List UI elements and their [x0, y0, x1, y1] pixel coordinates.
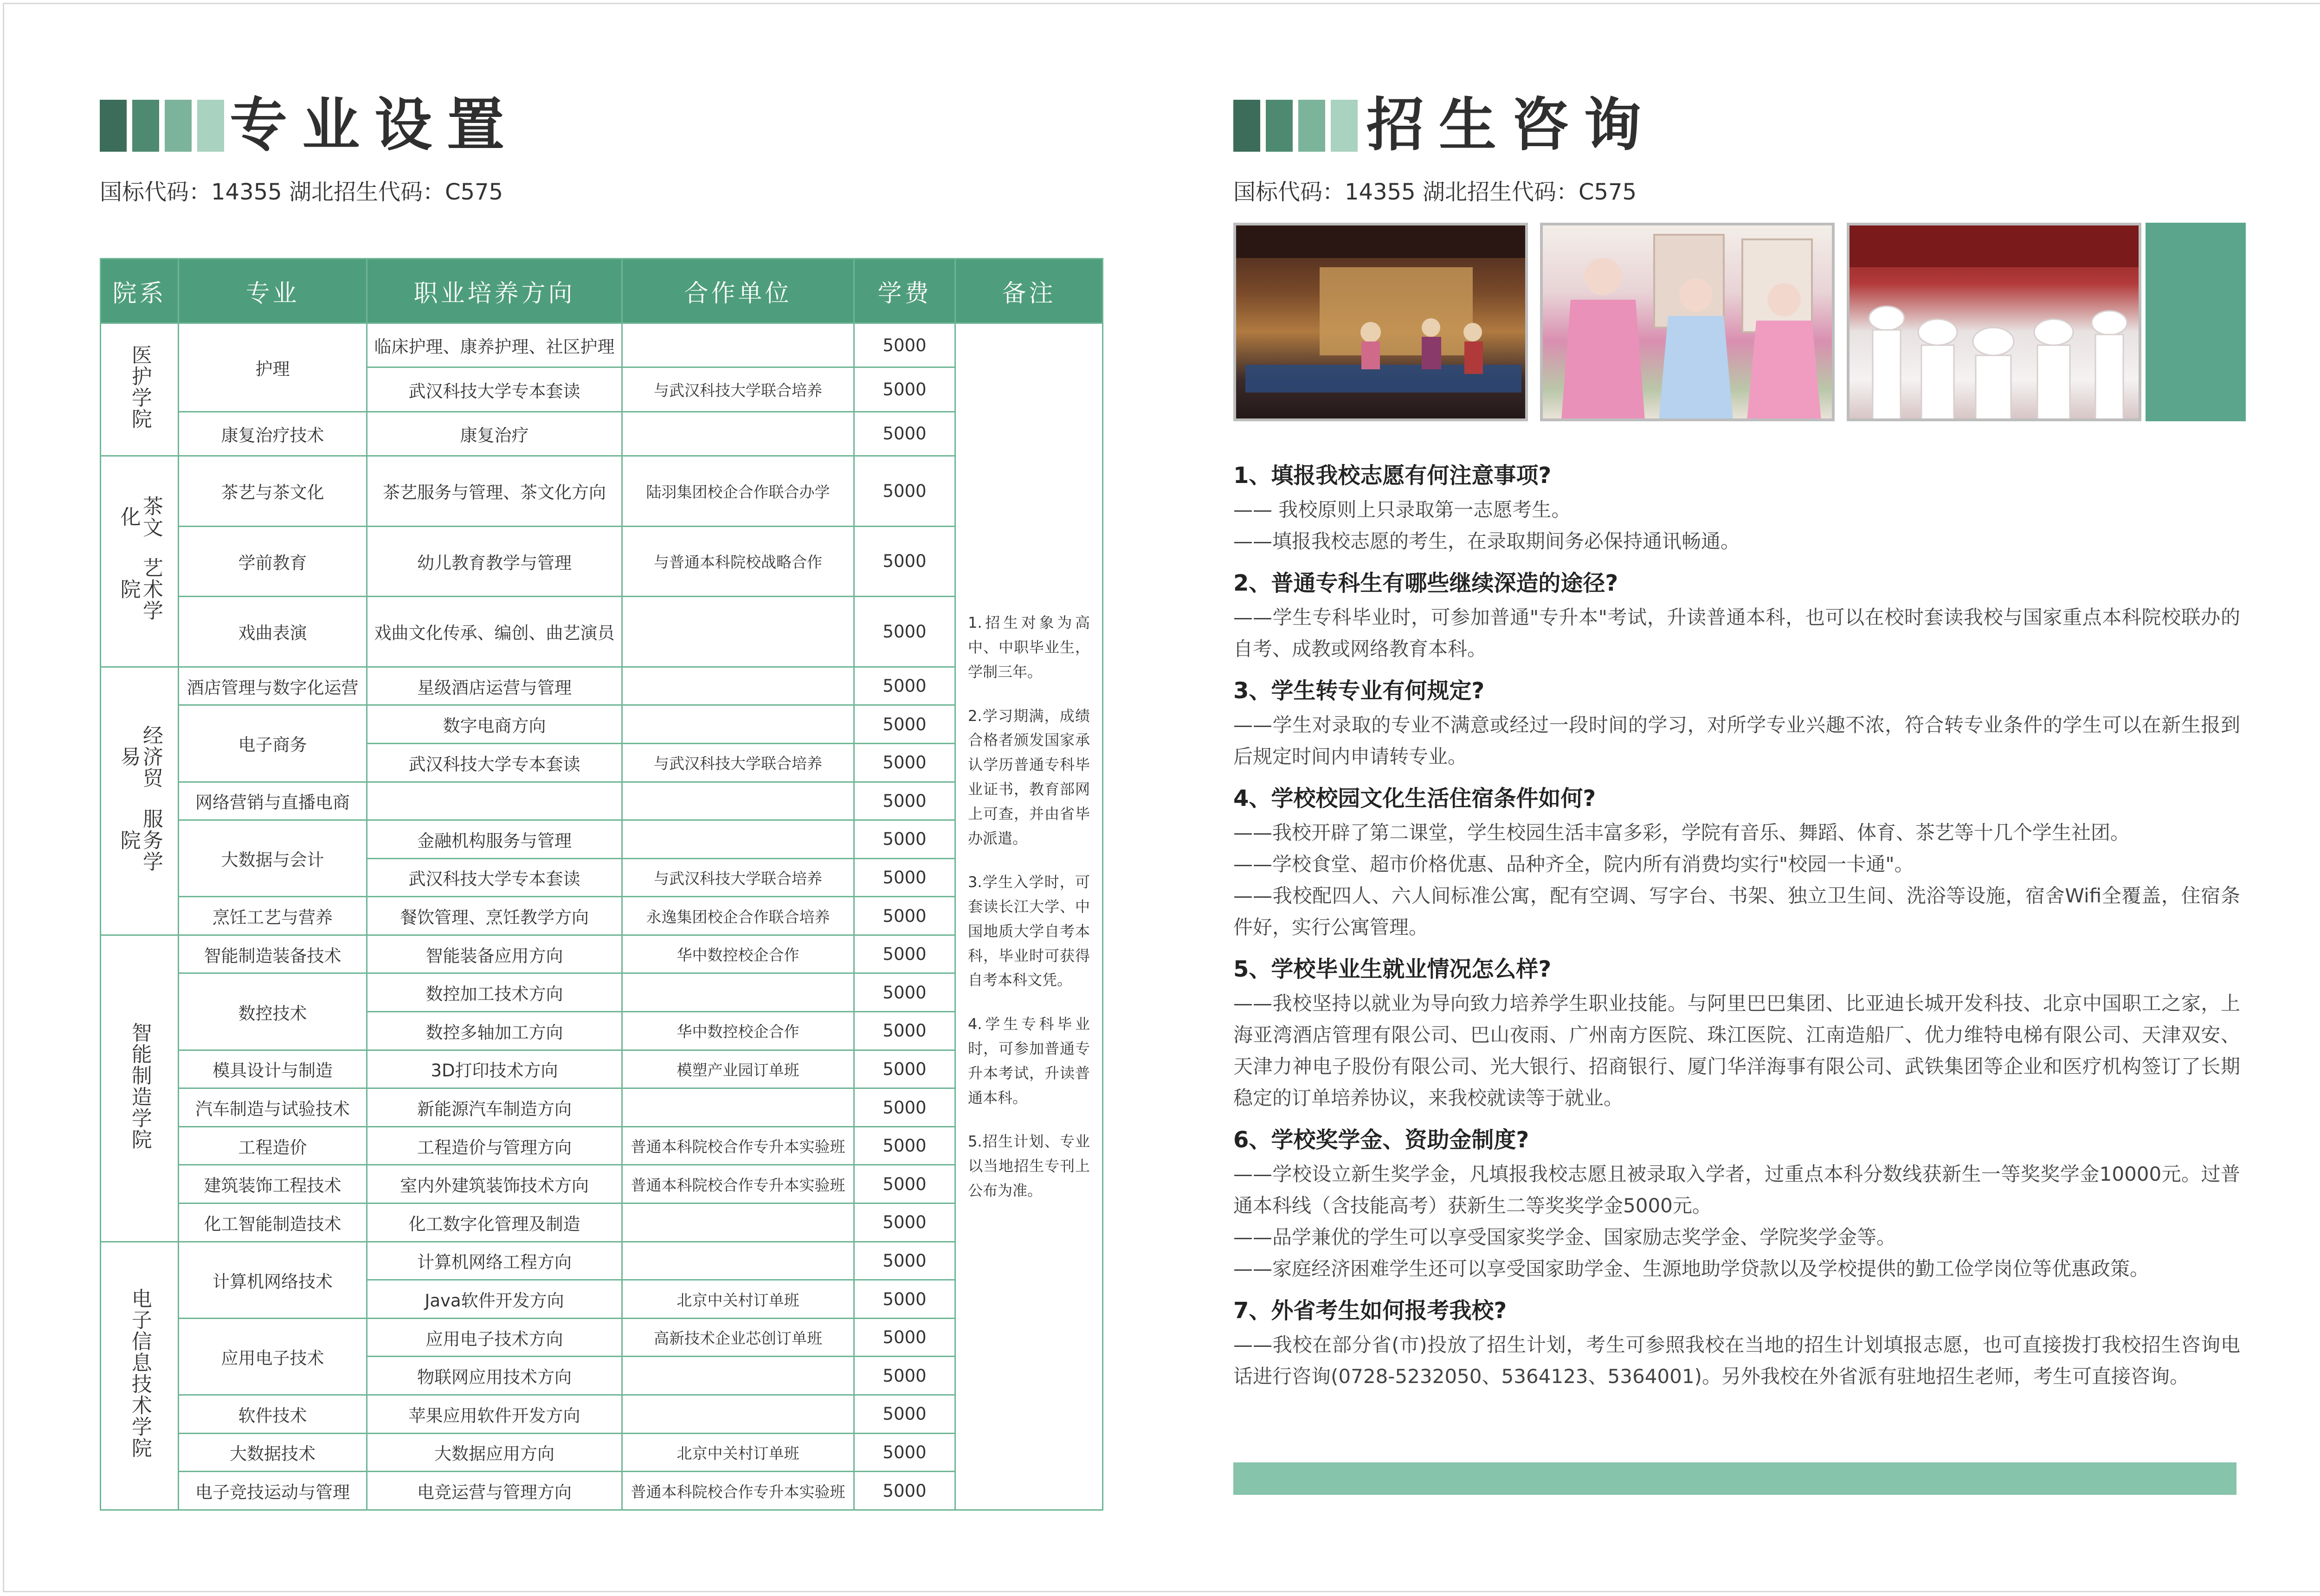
faq-question: 1、填报我校志愿有何注意事项? [1233, 463, 1552, 489]
heading-bar [197, 100, 224, 152]
major-cell: 计算机网络技术 [179, 1242, 367, 1318]
direction-cell: 智能装备应用方向 [367, 935, 622, 973]
faq-item [1233, 457, 2240, 557]
direction-cell: 苹果应用软件开发方向 [367, 1395, 622, 1434]
table-row [101, 1433, 1103, 1472]
fee-cell: 5000 [854, 1242, 955, 1280]
header-direction: 职业培养方向 [367, 259, 622, 323]
partner-cell: 模塑产业园订单班 [622, 1050, 854, 1088]
fee-cell: 5000 [854, 743, 955, 782]
major-cell: 大数据技术 [179, 1433, 367, 1472]
header-dept: 院系 [101, 259, 179, 323]
faq-answer: ——学校食堂、超市价格优惠、品种齐全，院内所有消费均实行"校园一卡通"。 [1233, 853, 1914, 875]
direction-cell: 应用电子技术方向 [367, 1318, 622, 1357]
faq-item [1233, 1121, 2240, 1285]
faq-answer: ——学生对录取的专业不满意或经过一段时间的学习，对所学专业兴趣不浓，符合转专业条件的学生可以在新生报到后规定时间内申请转专业。 [1233, 714, 2240, 768]
major-cell: 智能制造装备技术 [179, 935, 367, 973]
direction-cell: 武汉科技大学专本套读 [367, 858, 622, 897]
faq-answer: ——我校配四人、六人间标准公寓，配有空调、写字台、书架、独立卫生间、洗浴等设施，宿舍Wifi全覆盖，住宿条件好，实行公寓管理。 [1233, 884, 2240, 939]
partner-cell: 北京中关村订单班 [622, 1280, 854, 1319]
faq-section [1233, 457, 2240, 1400]
partner-cell [622, 782, 854, 820]
direction-cell: 戏曲文化传承、编创、曲艺演员 [367, 597, 622, 667]
partner-cell [622, 1395, 854, 1434]
header-fee: 学费 [854, 259, 955, 323]
major-cell: 戏曲表演 [179, 597, 367, 667]
table-row [101, 1203, 1103, 1242]
tea-performance-photo [1233, 223, 1528, 421]
note-item: 4.学生专科毕业时，可参加普通专升本考试，升读普通本科。 [968, 1015, 1090, 1107]
partner-cell: 普通本科院校合作专升本实验班 [622, 1165, 854, 1203]
faq-answer: ——我校开辟了第二课堂，学生校园生活丰富多彩，学院有音乐、舞蹈、体育、茶艺等十几个学生社团。 [1233, 821, 2130, 844]
partner-cell: 与武汉科技大学联合培养 [622, 743, 854, 782]
decorative-green-block [2146, 223, 2246, 421]
direction-cell: 星级酒店运营与管理 [367, 667, 622, 705]
opera-performers-illustration [1543, 225, 1835, 421]
table-row [101, 897, 1103, 935]
direction-cell: 化工数字化管理及制造 [367, 1203, 622, 1242]
left-school-code: 国标代码：14355 湖北招生代码：C575 [100, 179, 503, 205]
major-cell: 康复治疗技术 [179, 412, 367, 456]
major-cell: 汽车制造与试验技术 [179, 1088, 367, 1127]
fee-cell: 5000 [854, 782, 955, 820]
major-cell: 数控技术 [179, 973, 367, 1050]
major-cell: 酒店管理与数字化运营 [179, 667, 367, 705]
dept-name: 艺术学院 [116, 557, 163, 621]
heading-bar [1233, 100, 1260, 152]
fee-cell: 5000 [854, 935, 955, 973]
table-row [101, 1395, 1103, 1434]
table-row [101, 935, 1103, 973]
direction-cell: 室内外建筑装饰技术方向 [367, 1165, 622, 1203]
fee-cell: 5000 [854, 1433, 955, 1472]
partner-cell [622, 323, 854, 367]
right-section-title: 招生咨询 [1366, 92, 1656, 159]
table-row [101, 1165, 1103, 1203]
direction-cell: 金融机构服务与管理 [367, 820, 622, 859]
faq-question: 2、普通专科生有哪些继续深造的途径? [1233, 570, 1618, 596]
partner-cell: 与普通本科院校战略合作 [622, 526, 854, 597]
fee-cell: 5000 [854, 1012, 955, 1050]
table-row [101, 705, 1103, 744]
direction-cell: 工程造价与管理方向 [367, 1126, 622, 1165]
table-row [101, 973, 1103, 1012]
faq-answer: ——品学兼优的学生可以享受国家奖学金、国家励志奖学金、学院奖学金等。 [1233, 1226, 1896, 1248]
left-heading-bars [100, 100, 224, 152]
note-item: 1.招生对象为高中、中职毕业生，学制三年。 [968, 614, 1090, 681]
major-cell: 软件技术 [179, 1395, 367, 1434]
direction-cell: 大数据应用方向 [367, 1433, 622, 1472]
fee-cell: 5000 [854, 705, 955, 744]
photo-strip [1233, 223, 2141, 421]
header-note: 备注 [955, 259, 1103, 323]
partner-cell [622, 412, 854, 456]
header-partner: 合作单位 [622, 259, 854, 323]
fee-cell: 5000 [854, 1203, 955, 1242]
partner-cell [622, 973, 854, 1012]
fee-cell: 5000 [854, 597, 955, 667]
fee-cell: 5000 [854, 1126, 955, 1165]
table-row [101, 597, 1103, 667]
fee-cell: 5000 [854, 858, 955, 897]
faq-question: 6、学校奖学金、资助金制度? [1233, 1127, 1529, 1153]
faq-item [1233, 951, 2240, 1114]
note-item: 2.学习期满，成绩合格者颁发国家承认学历普通专科毕业证书，教育部网上可查，并由省毕办派遣。 [968, 707, 1090, 847]
direction-cell [367, 782, 622, 820]
major-cell: 烹饪工艺与营养 [179, 897, 367, 935]
direction-cell: 新能源汽车制造方向 [367, 1088, 622, 1127]
notes-cell [955, 323, 1103, 1510]
dept-cell [101, 1242, 179, 1510]
dept-name: 经济贸易 [116, 724, 163, 789]
partner-cell [622, 1242, 854, 1280]
fee-cell: 5000 [854, 667, 955, 705]
direction-cell: 茶艺服务与管理、茶文化方向 [367, 456, 622, 527]
table-header-row [101, 259, 1103, 323]
dept-name: 医护学院 [128, 344, 152, 430]
heading-bar [1298, 100, 1325, 152]
direction-cell: 临床护理、康养护理、社区护理 [367, 323, 622, 367]
fee-cell: 5000 [854, 412, 955, 456]
direction-cell: 计算机网络工程方向 [367, 1242, 622, 1280]
direction-cell: Java软件开发方向 [367, 1280, 622, 1319]
right-school-code: 国标代码：14355 湖北招生代码：C575 [1233, 179, 1637, 205]
faq-question: 5、学校毕业生就业情况怎么样? [1233, 956, 1552, 982]
major-cell: 电子商务 [179, 705, 367, 782]
table-row [101, 1318, 1103, 1357]
direction-cell: 餐饮管理、烹饪教学方向 [367, 897, 622, 935]
table-row [101, 323, 1103, 367]
table-row [101, 1242, 1103, 1280]
fee-cell: 5000 [854, 526, 955, 597]
note-item: 3.学生入学时，可套读长江大学、中国地质大学自考本科，毕业时可获得自考本科文凭。 [968, 873, 1090, 989]
major-cell: 应用电子技术 [179, 1318, 367, 1395]
dept-cell [101, 456, 179, 667]
partner-cell: 与武汉科技大学联合培养 [622, 367, 854, 412]
note-item: 5.招生计划、专业以当地招生专刊上公布为准。 [968, 1133, 1090, 1200]
table-row [101, 1126, 1103, 1165]
direction-cell: 武汉科技大学专本套读 [367, 367, 622, 412]
table-row [101, 456, 1103, 527]
partner-cell: 高新技术企业芯创订单班 [622, 1318, 854, 1357]
table-row [101, 782, 1103, 820]
fee-cell: 5000 [854, 1165, 955, 1203]
dept-name: 茶文化 [116, 496, 163, 539]
partner-cell [622, 820, 854, 859]
major-cell: 学前教育 [179, 526, 367, 597]
direction-cell: 数控加工技术方向 [367, 973, 622, 1012]
fee-cell: 5000 [854, 820, 955, 859]
partner-cell: 华中数控校企合作 [622, 935, 854, 973]
dept-name: 服务学院 [116, 808, 163, 873]
fee-cell: 5000 [854, 1357, 955, 1395]
major-cell: 工程造价 [179, 1126, 367, 1165]
bottom-green-bar [1233, 1462, 2236, 1495]
direction-cell: 武汉科技大学专本套读 [367, 743, 622, 782]
fee-cell: 5000 [854, 897, 955, 935]
partner-cell [622, 1357, 854, 1395]
major-cell: 网络营销与直播电商 [179, 782, 367, 820]
direction-cell: 数控多轴加工方向 [367, 1012, 622, 1050]
fee-cell: 5000 [854, 323, 955, 367]
fee-cell: 5000 [854, 1050, 955, 1088]
table-row [101, 1472, 1103, 1510]
partner-cell: 永逸集团校企合作联合培养 [622, 897, 854, 935]
dept-cell [101, 667, 179, 935]
major-cell: 化工智能制造技术 [179, 1203, 367, 1242]
partner-cell: 华中数控校企合作 [622, 1012, 854, 1050]
partner-cell: 普通本科院校合作专升本实验班 [622, 1472, 854, 1510]
major-cell: 护理 [179, 323, 367, 412]
heading-bar [132, 100, 159, 152]
faq-answer: ——学生专科毕业时，可参加普通"专升本"考试，升读普通本科，也可以在校时套读我校与国家重点本科院校联办的自考、成教或网络教育本科。 [1233, 606, 2240, 660]
fee-cell: 5000 [854, 1395, 955, 1434]
opera-performers-photo [1540, 223, 1835, 421]
faq-item [1233, 565, 2240, 665]
faq-item [1233, 1292, 2240, 1392]
partner-cell: 普通本科院校合作专升本实验班 [622, 1126, 854, 1165]
table-row [101, 1050, 1103, 1088]
fee-cell: 5000 [854, 1088, 955, 1127]
faq-item [1233, 672, 2240, 772]
faq-item [1233, 780, 2240, 943]
faq-answer: ——我校坚持以就业为导向致力培养学生职业技能。与阿里巴巴集团、比亚迪长城开发科技、北京中国职工之家，上海亚湾酒店管理有限公司、巴山夜雨、广州南方医院、珠江医院、江南造船厂、优力维特电梯有限公司、天津双安、天津力神电子股份有限公司、光大银行、招商银行、厦门华洋海事有限公司、武铁集团等企业和医疗机构签订了长期稳定的订单培养协议，来我校就读等于就业。 [1233, 992, 2240, 1109]
faq-answer: ——家庭经济困难学生还可以享受国家助学金、生源地助学贷款以及学校提供的勤工俭学岗位等优惠政策。 [1233, 1257, 2150, 1280]
faq-answer: ——学校设立新生奖学金，凡填报我校志愿且被录取入学者，过重点本科分数线获新生一等奖奖学金10000元。过普通本科线（含技能高考）获新生二等奖奖学金5000元。 [1233, 1163, 2240, 1217]
heading-bar [165, 100, 192, 152]
faq-question: 4、学校校园文化生活住宿条件如何? [1233, 785, 1596, 811]
faq-answer: ——填报我校志愿的考生，在录取期间务必保持通讯畅通。 [1233, 530, 1740, 553]
direction-cell: 数字电商方向 [367, 705, 622, 744]
partner-cell [622, 667, 854, 705]
fee-cell: 5000 [854, 1318, 955, 1357]
direction-cell: 康复治疗 [367, 412, 622, 456]
heading-bar [100, 100, 127, 152]
left-section-title: 专业设置 [230, 92, 520, 159]
fee-cell: 5000 [854, 1280, 955, 1319]
majors-table [100, 258, 1103, 1511]
partner-cell [622, 1088, 854, 1127]
major-cell: 大数据与会计 [179, 820, 367, 897]
dept-cell [101, 935, 179, 1242]
table-row [101, 526, 1103, 597]
major-cell: 建筑装饰工程技术 [179, 1165, 367, 1203]
partner-cell: 北京中关村订单班 [622, 1433, 854, 1472]
table-row [101, 1088, 1103, 1127]
partner-cell [622, 1203, 854, 1242]
fee-cell: 5000 [854, 1472, 955, 1510]
table-row [101, 820, 1103, 859]
header-major: 专业 [179, 259, 367, 323]
faq-answer: ——我校在部分省(市)投放了招生计划，考生可参照我校在当地的招生计划填报志愿，也可直接拨打我校招生咨询电话进行咨询(0728-5232050、5364123、5364001)。另外我校在外省派有驻地招生老师，考生可直接咨询。 [1233, 1333, 2240, 1388]
partner-cell [622, 597, 854, 667]
partner-cell: 陆羽集团校企合作联合办学 [622, 456, 854, 527]
major-cell: 茶艺与茶文化 [179, 456, 367, 527]
fee-cell: 5000 [854, 973, 955, 1012]
fee-cell: 5000 [854, 456, 955, 527]
major-cell: 模具设计与制造 [179, 1050, 367, 1088]
direction-cell: 3D打印技术方向 [367, 1050, 622, 1088]
tea-performance-illustration [1236, 225, 1528, 421]
heading-bar [1266, 100, 1293, 152]
table-row [101, 667, 1103, 705]
dept-name: 智能制造学院 [128, 1022, 152, 1150]
right-heading-bars [1233, 100, 1358, 152]
faq-answer: —— 我校原则上只录取第一志愿考生。 [1233, 498, 1571, 521]
partner-cell: 与武汉科技大学联合培养 [622, 858, 854, 897]
dept-name: 电子信息技术学院 [128, 1288, 152, 1459]
direction-cell: 物联网应用技术方向 [367, 1357, 622, 1395]
table-row [101, 412, 1103, 456]
dept-cell [101, 323, 179, 456]
faq-question: 3、学生转专业有何规定? [1233, 678, 1485, 704]
heading-bar [1331, 100, 1358, 152]
nursing-ceremony-illustration [1850, 225, 2141, 421]
fee-cell: 5000 [854, 367, 955, 412]
nursing-ceremony-photo [1847, 223, 2141, 421]
direction-cell: 幼儿教育教学与管理 [367, 526, 622, 597]
faq-question: 7、外省考生如何报考我校? [1233, 1298, 1507, 1324]
direction-cell: 电竞运营与管理方向 [367, 1472, 622, 1510]
partner-cell [622, 705, 854, 744]
major-cell: 电子竞技运动与管理 [179, 1472, 367, 1510]
